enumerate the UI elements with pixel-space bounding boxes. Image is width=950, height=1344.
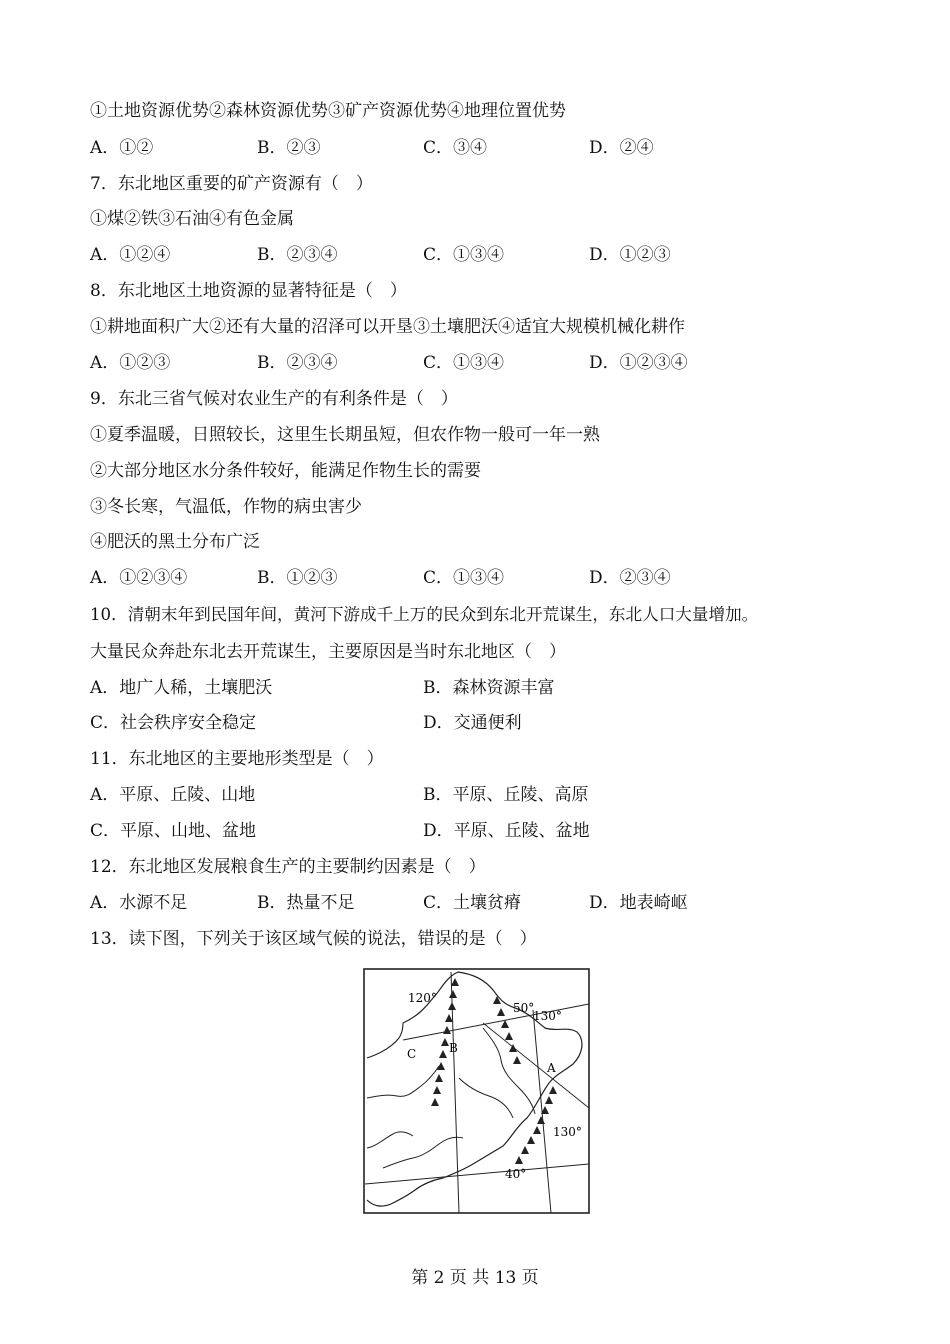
q12-option-d[interactable]: D．地表崎岖 bbox=[589, 893, 688, 913]
label-lon-130-right: 130° bbox=[553, 1125, 582, 1139]
q8-stem: 8．东北地区土地资源的显著特征是（ ） bbox=[90, 281, 407, 301]
q10-option-a[interactable]: A．地广人稀，土壤肥沃 bbox=[90, 678, 273, 698]
label-point-b: B bbox=[449, 1041, 458, 1055]
q10-option-b[interactable]: B．森林资源丰富 bbox=[423, 678, 555, 698]
q6-option-b[interactable]: B．②③ bbox=[257, 138, 321, 158]
q7-option-c[interactable]: C．①③④ bbox=[423, 245, 505, 265]
q7-stem: 7．东北地区重要的矿产资源有（ ） bbox=[90, 174, 373, 194]
page-footer: 第 2 页 共 13 页 bbox=[411, 1268, 539, 1288]
q8-items: ①耕地面积广大②还有大量的沼泽可以开垦③土壤肥沃④适宜大规模机械化耕作 bbox=[90, 317, 685, 337]
label-lon-130-top: 130° bbox=[533, 1009, 562, 1023]
q6-items: ①土地资源优势②森林资源优势③矿产资源优势④地理位置优势 bbox=[90, 101, 566, 121]
label-lat-50: 50° bbox=[513, 1001, 535, 1015]
q11-option-c[interactable]: C．平原、山地、盆地 bbox=[90, 821, 257, 841]
q7-items: ①煤②铁③石油④有色金属 bbox=[90, 209, 294, 229]
q12-option-a[interactable]: A．水源不足 bbox=[90, 893, 188, 913]
q8-option-d[interactable]: D．①②③④ bbox=[589, 353, 688, 373]
q9-item-3: ③冬长寒，气温低，作物的病虫害少 bbox=[90, 497, 362, 517]
q7-option-d[interactable]: D．①②③ bbox=[589, 245, 671, 265]
q11-stem: 11．东北地区的主要地形类型是（ ） bbox=[90, 749, 384, 769]
q6-option-c[interactable]: C．③④ bbox=[423, 138, 488, 158]
q8-option-a[interactable]: A．①②③ bbox=[90, 353, 171, 373]
q9-option-b[interactable]: B．①②③ bbox=[257, 568, 338, 588]
q6-option-a[interactable]: A．①② bbox=[90, 138, 154, 158]
q12-option-c[interactable]: C．土壤贫瘠 bbox=[423, 893, 522, 913]
label-point-c: C bbox=[407, 1047, 417, 1061]
q12-stem: 12．东北地区发展粮食生产的主要制约因素是（ ） bbox=[90, 857, 486, 877]
q9-option-a[interactable]: A．①②③④ bbox=[90, 568, 188, 588]
q10-stem-line2: 大量民众奔赴东北去开荒谋生，主要原因是当时东北地区（ ） bbox=[90, 642, 566, 662]
q11-option-b[interactable]: B．平原、丘陵、高原 bbox=[423, 785, 589, 805]
q7-option-a[interactable]: A．①②④ bbox=[90, 245, 171, 265]
q10-option-c[interactable]: C．社会秩序安全稳定 bbox=[90, 713, 257, 733]
q9-option-d[interactable]: D．②③④ bbox=[589, 568, 671, 588]
q10-option-d[interactable]: D．交通便利 bbox=[423, 713, 522, 733]
label-lat-40: 40° bbox=[505, 1167, 527, 1181]
q9-option-c[interactable]: C．①③④ bbox=[423, 568, 505, 588]
q8-option-c[interactable]: C．①③④ bbox=[423, 353, 505, 373]
label-lon-120: 120° bbox=[408, 991, 437, 1005]
q10-stem-line1: 10．清朝末年到民国年间，黄河下游成千上万的民众到东北开荒谋生，东北人口大量增加。 bbox=[90, 605, 759, 624]
northeast-china-map bbox=[363, 968, 590, 1214]
q9-item-2: ②大部分地区水分条件较好，能满足作物生长的需要 bbox=[90, 461, 481, 481]
q11-option-d[interactable]: D．平原、丘陵、盆地 bbox=[423, 821, 590, 841]
q13-stem: 13．读下图，下列关于该区域气候的说法，错误的是（ ） bbox=[90, 929, 537, 949]
q11-option-a[interactable]: A．平原、丘陵、山地 bbox=[90, 785, 256, 805]
label-point-a: A bbox=[547, 1061, 556, 1075]
q9-item-4: ④肥沃的黑土分布广泛 bbox=[90, 532, 260, 552]
q9-stem: 9．东北三省气候对农业生产的有利条件是（ ） bbox=[90, 389, 458, 409]
q9-item-1: ①夏季温暖，日照较长，这里生长期虽短，但农作物一般可一年一熟 bbox=[90, 425, 600, 445]
q8-option-b[interactable]: B．②③④ bbox=[257, 353, 338, 373]
q12-option-b[interactable]: B．热量不足 bbox=[257, 893, 355, 913]
q7-option-b[interactable]: B．②③④ bbox=[257, 245, 338, 265]
q6-option-d[interactable]: D．②④ bbox=[589, 138, 654, 158]
